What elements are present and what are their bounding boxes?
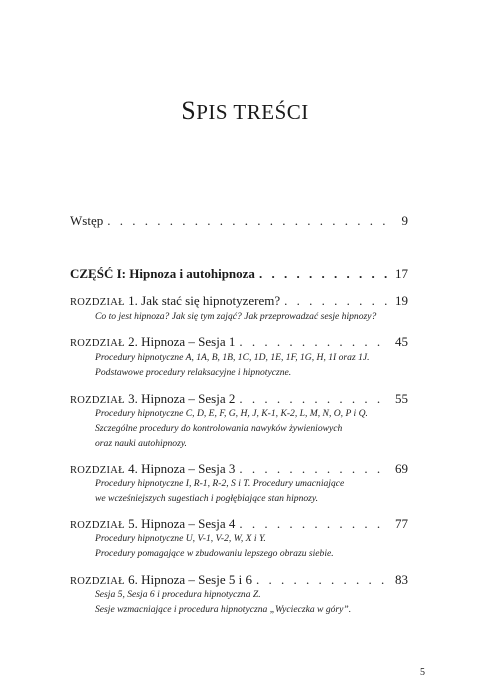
dot-leader: [256, 572, 390, 588]
dot-leader: [107, 213, 390, 229]
toc-entry-page: 83: [395, 572, 408, 587]
toc-entry-page: 77: [395, 516, 408, 531]
toc-entry-page: 17: [395, 266, 408, 281]
chapter-prefix: ROZDZIAŁ: [70, 465, 125, 476]
dot-leader: [239, 461, 390, 477]
chapter-description: Procedury hipnotyczne U, V-1, V-2, W, X i Y. Procedury pomagające w zbudowaniu lepszego obrazu siebie.: [95, 533, 334, 559]
chapter-description: Co to jest hipnoza? Jak się tym zająć? Jak przeprowadzać sesje hipnozy?: [95, 311, 377, 322]
dot-leader: [284, 293, 390, 309]
toc-entry-label: 3. Hipnoza – Sesja 2: [128, 391, 236, 406]
chapter-description: Sesja 5, Sesja 6 i procedura hipnotyczna Z. Sesje wzmacniające i procedura hipnotyczna „Wycieczka w góry”.: [95, 589, 352, 615]
page-title: SPIS TREŚCI: [181, 96, 309, 125]
chapter-prefix: ROZDZIAŁ: [70, 338, 125, 349]
toc-entry-page: 69: [395, 461, 408, 476]
toc-entry-label: 1. Jak stać się hipnotyzerem?: [128, 293, 281, 308]
toc-entry-label: CZĘŚĆ I: Hipnoza i autohipnoza: [70, 266, 255, 281]
page-number: 5: [420, 667, 425, 678]
dot-leader: [259, 266, 390, 282]
toc-entry-label: 4. Hipnoza – Sesja 3: [128, 461, 236, 476]
toc-entry-page: 45: [395, 334, 408, 349]
toc-entry-label: 5. Hipnoza – Sesja 4: [128, 516, 236, 531]
toc-entry-page: 9: [401, 213, 408, 228]
chapter-prefix: ROZDZIAŁ: [70, 395, 125, 406]
chapter-description: Procedury hipnotyczne I, R-1, R-2, S i T. Procedury umacniające we wcześniejszych sugestiach i pogłębiające stan hipnozy.: [95, 478, 345, 504]
toc-entry-label: Wstęp: [70, 213, 104, 228]
chapter-description: Procedury hipnotyczne C, D, E, F, G, H, J, K-1, K-2, L, M, N, O, P i Q. Szczególne procedury do kontrolowania nawyków żywieniowych oraz nauki autohipnozy.: [95, 408, 368, 449]
toc-entry-label: 6. Hipnoza – Sesje 5 i 6: [128, 572, 252, 587]
dot-leader: [239, 516, 390, 532]
chapter-prefix: ROZDZIAŁ: [70, 520, 125, 531]
toc-entry-page: 55: [395, 391, 408, 406]
chapter-prefix: ROZDZIAŁ: [70, 576, 125, 587]
toc-entry-intro[interactable]: [70, 213, 408, 229]
toc-entry-part-1[interactable]: [70, 266, 408, 282]
toc-entry-page: 19: [395, 293, 408, 308]
toc-entry-label: 2. Hipnoza – Sesja 1: [128, 334, 236, 349]
dot-leader: [239, 391, 390, 407]
dot-leader: [239, 334, 390, 350]
chapter-prefix: ROZDZIAŁ: [70, 297, 125, 308]
chapter-description: Procedury hipnotyczne A, 1A, B, 1B, 1C, 1D, 1E, 1F, 1G, H, 1I oraz 1J. Podstawowe procedury relaksacyjne i hipnotyczne.: [95, 352, 370, 378]
